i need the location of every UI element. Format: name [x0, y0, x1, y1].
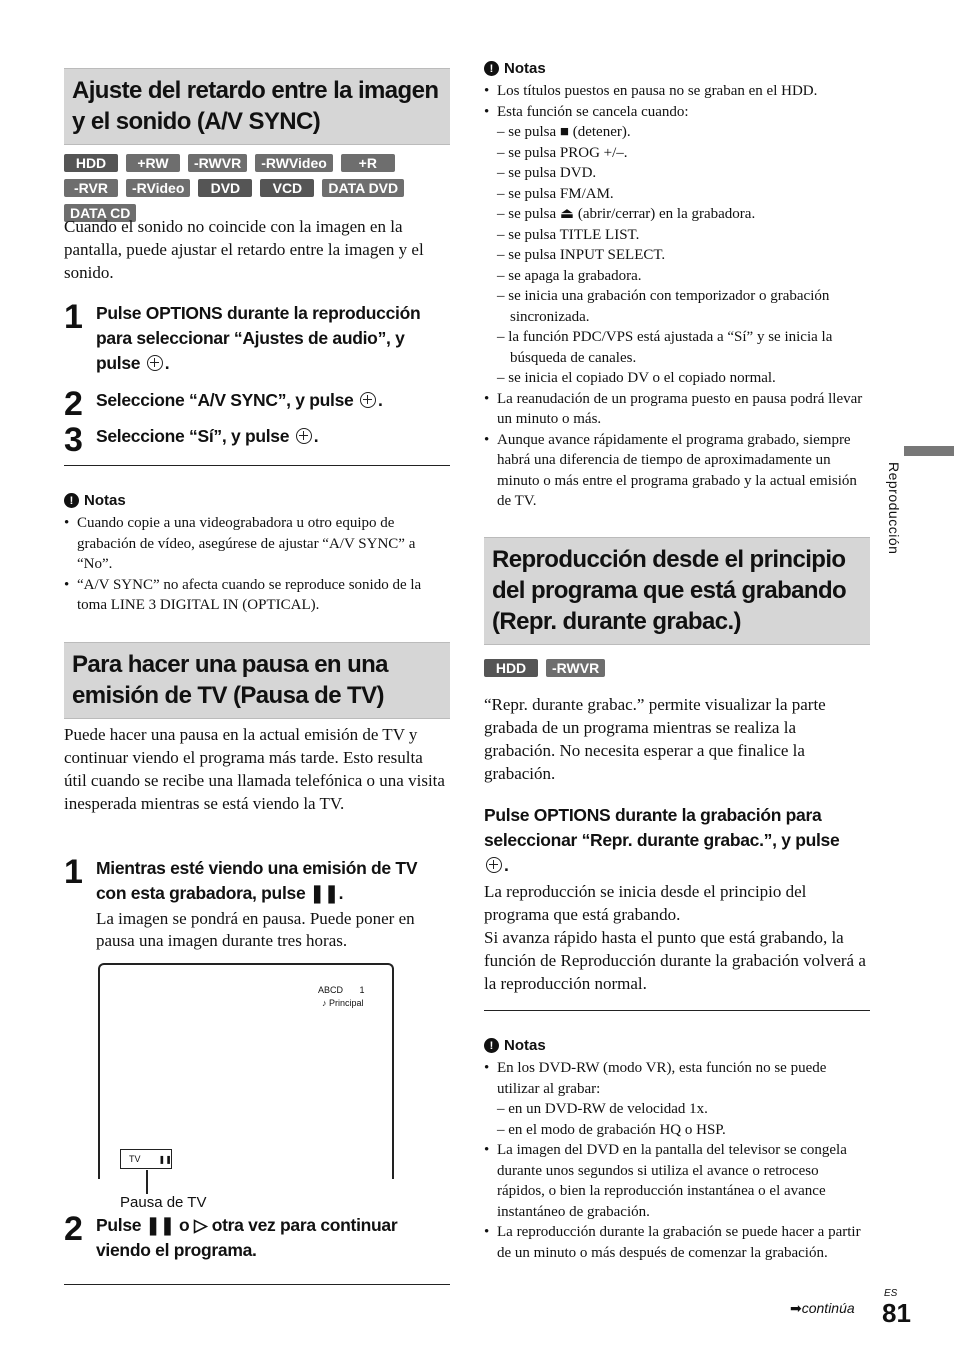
divider — [64, 1284, 450, 1285]
note-subitem: – en el modo de grabación HQ o HSP. — [497, 1121, 726, 1138]
tv-screen-illustration — [98, 963, 394, 1179]
step-1-av-sync: 1 Pulse OPTIONS durante la reproducción para seleccionar “Ajustes de audio”, y pulse . — [64, 298, 421, 373]
badge-r-video: -RVideo — [126, 179, 190, 197]
badge-dvd: DVD — [198, 179, 252, 197]
notes-title: Notas — [84, 492, 126, 509]
note-item: • La reproducción durante la grabación se puede hacer a partir de un minuto o más después de comenzar la grabación. — [484, 1222, 870, 1263]
note-subitem: – se pulsa ■ (detener). — [497, 124, 631, 140]
note-item: • Cuando copie a una videograbadora u otro equipo de grabación de vídeo, asegúrese de ajustar “A/V SYNC” a “No”. — [64, 513, 450, 575]
language-code: ES — [884, 1288, 898, 1299]
step-1-text: Pulse OPTIONS durante la reproducción para seleccionar “Ajustes de audio”, y pulse — [96, 303, 421, 373]
continue-indicator: ➡continúa — [790, 1300, 855, 1316]
badge-data-cd: DATA CD — [64, 204, 136, 222]
badge-hdd: HDD — [64, 154, 118, 172]
step-2-av-sync: 2 Seleccione “A/V SYNC”, y pulse . — [64, 385, 383, 423]
badge-rw-vr: -RWVR — [546, 659, 605, 677]
note-item: • Esta función se cancela cuando: — [484, 102, 870, 123]
channel-name: ABCD — [318, 985, 344, 995]
notes-title: Notas — [504, 1037, 546, 1054]
note-subitem: – se pulsa ⏏ (abrir/cerrar) en la grabadora. — [497, 206, 756, 222]
section-title-av-sync: Ajuste del retardo entre la imagen y el sonido (A/V SYNC) — [64, 68, 450, 145]
note-subitem: – la función PDC/VPS está ajustada a “Sí” y se inicia la búsqueda de canales. — [497, 329, 833, 366]
step-2-text: Seleccione “A/V SYNC”, y pulse — [96, 390, 354, 410]
note-subitem: – se pulsa TITLE LIST. — [497, 226, 640, 243]
note-subitem: – se pulsa FM/AM. — [497, 185, 614, 202]
notes-tv-pause — [484, 60, 870, 512]
badge-r-vr: -RVR — [64, 179, 118, 197]
warning-icon: ! — [484, 61, 499, 76]
step-2-tv-pause: 2 Pulse ❚❚ o ▷ otra vez para continuar viendo el programa. — [64, 1210, 398, 1260]
badge-hdd: HDD — [484, 659, 538, 677]
screen-caption: Pausa de TV — [120, 1194, 207, 1211]
note-subitem: – en un DVD-RW de velocidad 1x. — [497, 1101, 708, 1117]
enter-button-icon — [360, 392, 376, 408]
note-subitem: – se pulsa INPUT SELECT. — [497, 247, 666, 263]
step-play-during-rec: Pulse OPTIONS durante la grabación para seleccionar “Repr. durante grabac.”, y pulse . La reproducción se inicia desde el principio del programa que está grabando. Si avanza rápido hasta el punto que está grabando, la función de Reproducción durante la grabación volverá a la reproducción normal. — [484, 805, 866, 993]
notes-title: Notas — [504, 60, 546, 77]
note-item: • En los DVD-RW (modo VR), esta función no se puede utilizar al grabar: — [484, 1058, 870, 1099]
intro-tv-pause: Puede hacer una pausa en la actual emisión de TV y continuar viendo el programa más tarde. Esto resulta útil cuando se recibe una llamada telefónica o una visita inesperada mientras se está viendo la TV. — [64, 725, 445, 813]
note-subitem: – se apaga la grabadora. — [497, 267, 642, 284]
badge-data-dvd: DATA DVD — [322, 179, 404, 197]
badge-plus-rw: +RW — [126, 154, 180, 172]
section-tab-marker — [904, 446, 954, 456]
badge-rw-video: -RWVideo — [255, 154, 333, 172]
notes-play-during-rec — [484, 1037, 870, 1263]
note-item: • Los títulos puestos en pausa no se graban en el HDD. — [484, 81, 870, 102]
side-section-label: Reproducción — [886, 462, 902, 555]
note-item: • “A/V SYNC” no afecta cuando se reproduce sonido de la toma LINE 3 DIGITAL IN (OPTICAL). — [64, 575, 450, 616]
disc-badges — [484, 659, 870, 677]
tv-pause-indicator: TV ❚❚ — [120, 1149, 172, 1169]
badge-rw-vr: -RWVR — [188, 154, 247, 172]
step-1-tv-pause: 1 Mientras esté viendo una emisión de TV con esta grabadora, pulse ❚❚. La imagen se pondrá en pausa. Puede poner en pausa una imagen durante tres horas. — [64, 853, 418, 950]
audio-indicator: ♪ Principal — [322, 998, 364, 1008]
section-title-tv-pause: Para hacer una pausa en una emisión de TV (Pausa de TV) — [64, 642, 450, 719]
disc-badges — [64, 154, 454, 222]
step-3-av-sync: 3 Seleccione “Sí”, y pulse . — [64, 421, 319, 459]
note-item: • Aunque avance rápidamente el programa grabado, siempre habrá una diferencia de tiempo de aproximadamente un minuto o más entre el programa grabado y la actual emisión de TV. — [484, 430, 870, 512]
enter-button-icon — [486, 857, 502, 873]
badge-vcd: VCD — [260, 179, 314, 197]
warning-icon: ! — [64, 493, 79, 508]
note-subitem: – se inicia el copiado DV o el copiado normal. — [497, 370, 776, 386]
notes-av-sync — [64, 492, 450, 616]
badge-plus-r: +R — [341, 154, 395, 172]
note-subitem: – se pulsa DVD. — [497, 165, 597, 181]
arrow-right-icon: ➡ — [790, 1300, 802, 1316]
intro-av-sync: Cuando el sonido no coincide con la imagen en la pantalla, puede ajustar el retardo entre la imagen y el sonido. — [64, 217, 424, 282]
note-subitem: – se pulsa PROG +/–. — [497, 144, 628, 161]
page-number: 81 — [882, 1298, 911, 1328]
pause-icon: ❚❚ — [158, 1154, 172, 1164]
channel-number: 1 — [359, 985, 365, 995]
intro-play-during-rec: “Repr. durante grabac.” permite visualizar la parte grabada de un programa mientras se realiza la grabación. No necesita esperar a que finalice la grabación. — [484, 695, 826, 783]
note-item: • La imagen del DVD en la pantalla del televisor se congela durante unos segundos si utiliza el avance o retroceso rápidos, o bien la reproducción instantánea o el avance instantáneo de grabación. — [484, 1140, 870, 1222]
step-3-text: Seleccione “Sí”, y pulse — [96, 426, 290, 446]
section-title-play-during-rec: Reproducción desde el principio del programa que está grabando (Repr. durante grabac.) — [484, 537, 870, 645]
divider — [484, 1010, 870, 1011]
callout-line — [146, 1170, 148, 1194]
warning-icon: ! — [484, 1038, 499, 1053]
enter-button-icon — [147, 355, 163, 371]
note-subitem: – se inicia una grabación con temporizador o grabación sincronizada. — [497, 288, 830, 325]
enter-button-icon — [296, 428, 312, 444]
divider — [64, 465, 450, 466]
note-item: • La reanudación de un programa puesto en pausa podrá llevar un minuto o más. — [484, 389, 870, 430]
